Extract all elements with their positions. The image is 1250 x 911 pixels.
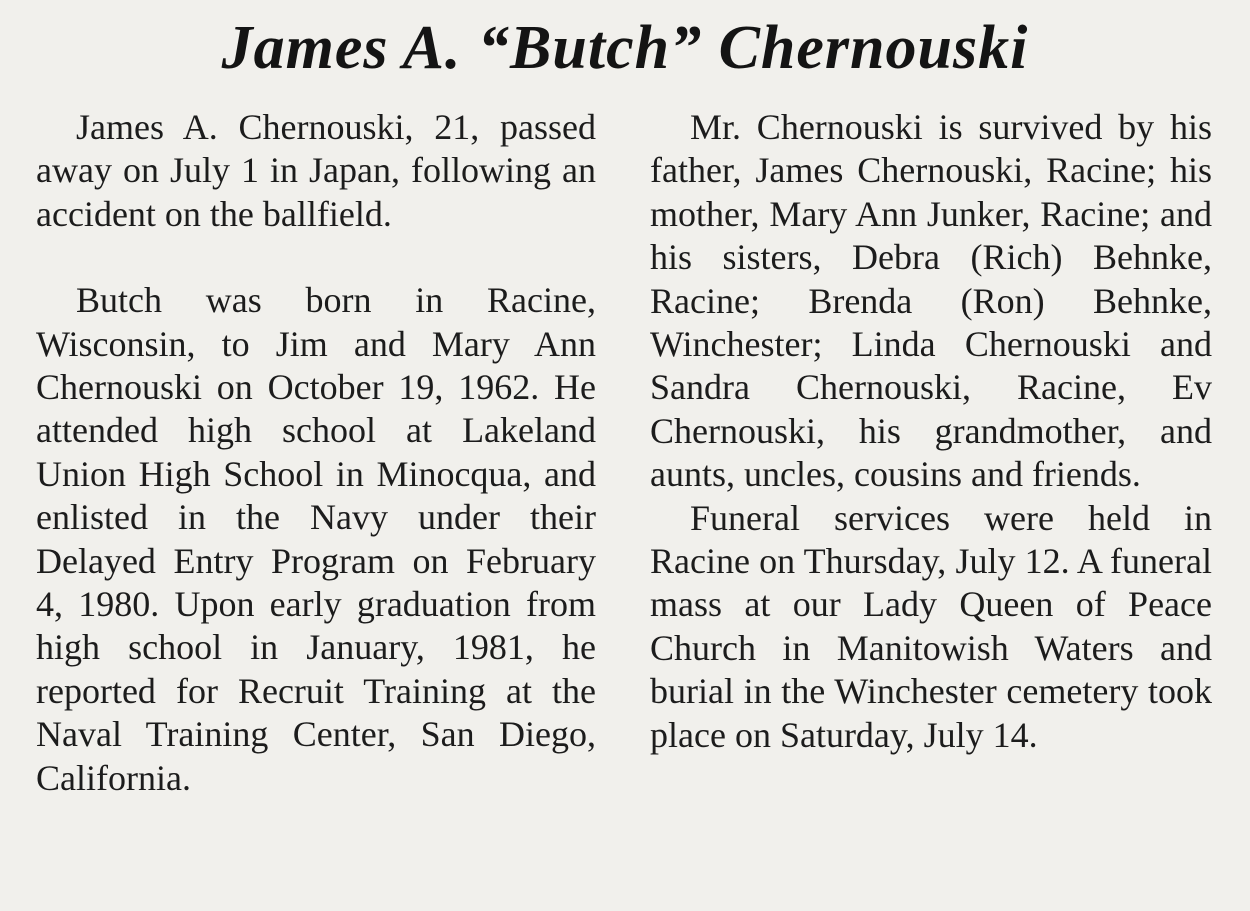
paragraph-biography: Butch was born in Racine, Wisconsin, to Jim and Mary Ann Chernouski on October 19, 1962. He attended high school at Lakeland Union High School in Minocqua, and enlisted in the Navy under their Delayed Entry Program on February 4, 1980. Upon early graduation from high school in January, 1981, he reported for Recruit Training at the Naval Training Center, San Diego, California. bbox=[36, 280, 596, 798]
right-column bbox=[650, 106, 1212, 757]
obituary-headline: James A. “Butch” Chernouski bbox=[221, 14, 1029, 82]
left-column bbox=[36, 106, 596, 800]
paragraph-death-notice: James A. Chernouski, 21, passed away on July 1 in Japan, following an accident on the ballfield. bbox=[36, 107, 596, 234]
paragraph-survivors: Mr. Chernouski is survived by his father, James Chernouski, Racine; his mother, Mary Ann Junker, Racine; and his sisters, Debra (Rich) Behnke, Racine; Brenda (Ron) Behnke, Winchester; Linda Chernouski and Sandra Chernouski, Racine, Ev Chernouski, his grandmother, and aunts, uncles, cousins and friends. bbox=[650, 107, 1212, 495]
paragraph-funeral-services: Funeral services were held in Racine on Thursday, July 12. A funeral mass at our Lady Queen of Peace Church in Manitowish Waters and burial in the Winchester cemetery took place on Saturday, July 14. bbox=[650, 497, 1212, 755]
